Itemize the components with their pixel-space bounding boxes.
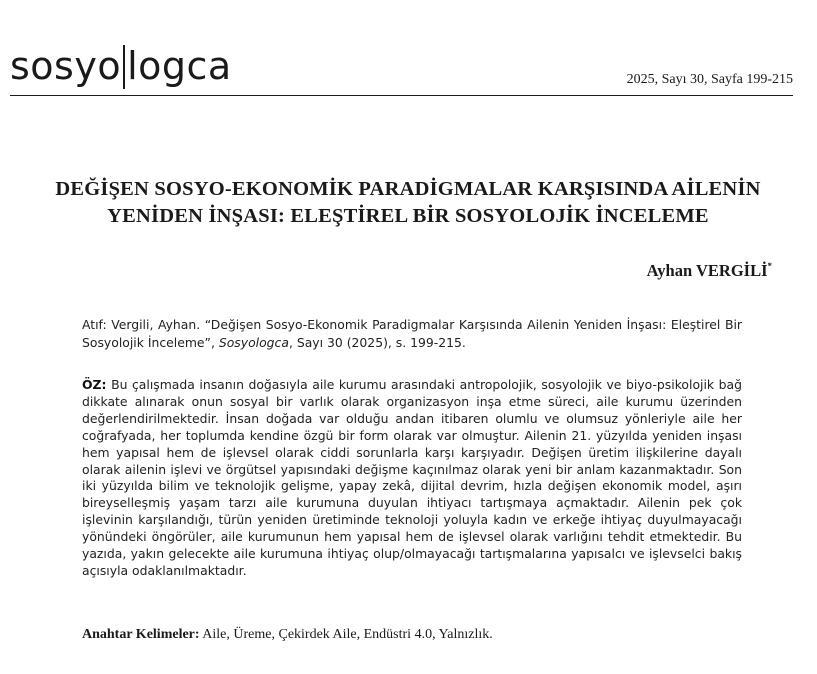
citation-text: Atıf: Vergili, Ayhan. “Değişen Sosyo-Ekonomik Paradigmalar Karşısında Ailenin Yeniden İnşası: Eleştirel Bir Sosyolojik İnceleme”, (82, 317, 742, 350)
author-footnote-mark: * (767, 261, 772, 271)
logo-text-right: logca (127, 44, 232, 88)
logo-bar-mark (123, 45, 125, 89)
keywords-text: Aile, Üreme, Çekirdek Aile, Endüstri 4.0, Yalnızlık. (202, 627, 493, 642)
citation-journal: Sosyologca (218, 335, 289, 350)
keywords-block (82, 627, 742, 643)
article-title: DEĞİŞEN SOSYO-EKONOMİK PARADİGMALAR KARŞISINDA AİLENİN YENİDEN İNŞASI: ELEŞTİREL BİR SOSYOLOJİK İNCELEME (55, 178, 761, 227)
abstract-block (82, 377, 742, 580)
logo-text-left: sosyo (10, 44, 122, 88)
keywords-label: Anahtar Kelimeler: (82, 627, 200, 642)
header-rule (10, 95, 793, 96)
author-line (647, 261, 772, 281)
author-name: Ayhan VERGİLİ (646, 261, 768, 280)
abstract-text: Bu çalışmada insanın doğasıyla aile kurumu arasındaki antropolojik, sosyolojik ve biyo-psikolojik bağ dikkate alınarak onun sosyal bir varlık olarak organizasyon inşa etme süreci, aile kurumu üzerinden değerlendirilmektedir. İnsan doğada var olduğu andan itibaren olumlu ve olumsuz yönleriyle aile her coğrafyada, her toplumda kendine özgü bir form olarak var olmuştur. Ailenin 21. yüzyılda yeniden inşası hem yapısal hem de işlevsel olarak ciddi sorunlarla karşı karşıyadır. Değişen üretim ilişkilerine dayalı olarak ailenin işlevi ve örgütsel yapısındaki değişme kaçınılmaz olarak yeni bir anlam kazanmaktadır. Son iki yüzyılda bilim ve teknolojik gelişme, yapay zekâ, dijital devrim, hızla değişen ekonomik model, aşırı bireyselleşmiş yaşam tarzı aile kurumuna duyulan ihtiyacı tartışmaya açmaktadır. Ailenin pek çok işlevinin karşılandığı, türün yeniden üretiminde teknoloji yoluyla kadın ve erkeğe ihtiyaç duyulmayacağı yönündeki öngörüler, aile kurumunun hem yapısal hem de işlevsel olarak varlığını tehdit etmektedir. Bu yazıda, yakın gelecekte aile kurumuna ihtiyaç olup/olmayacağı tartışmalarına yapısalcı ve işlevselci bakış açısıyla odaklanılmaktadır. (82, 377, 742, 578)
citation-block (82, 316, 742, 352)
issue-info: 2025, Sayı 30, Sayfa 199-215 (626, 72, 793, 87)
citation-details: , Sayı 30 (2025), s. 199-215. (288, 335, 466, 350)
journal-logo (10, 44, 232, 89)
abstract-label: ÖZ: (82, 377, 107, 392)
journal-header (10, 40, 793, 96)
